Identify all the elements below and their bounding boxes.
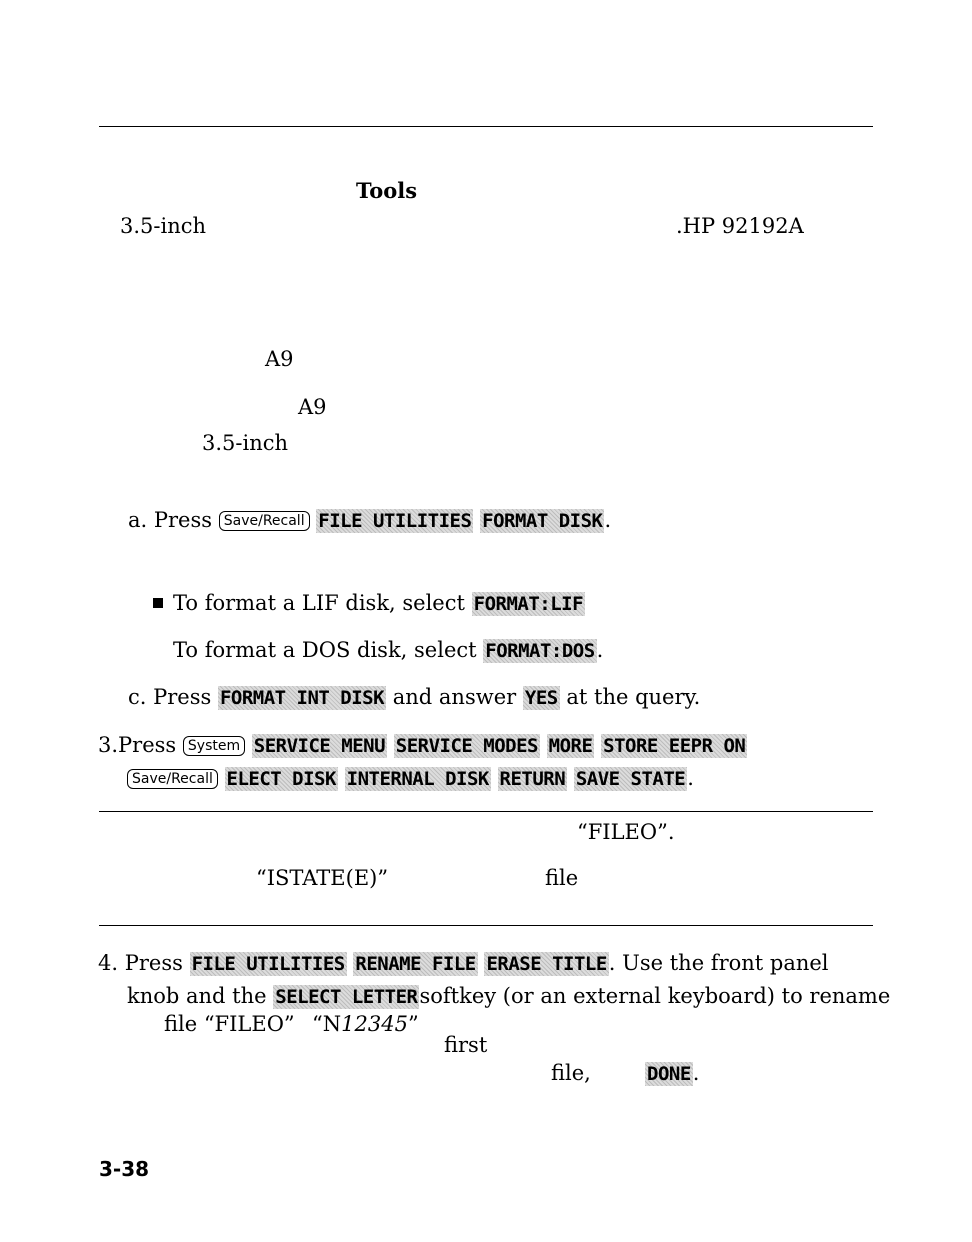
note-file: file bbox=[545, 866, 579, 890]
system-key[interactable]: System bbox=[183, 736, 245, 756]
step4-line3-close: ” bbox=[407, 1012, 419, 1036]
save-state-softkey[interactable]: SAVE STATE bbox=[575, 768, 686, 790]
note-rule-top bbox=[99, 811, 873, 812]
step4-press: Press bbox=[124, 951, 183, 975]
step4-line3-n: “N bbox=[312, 1012, 342, 1036]
step4-file: file, bbox=[551, 1061, 591, 1085]
heading-fragment: Tools bbox=[356, 178, 418, 203]
service-menu-softkey[interactable]: SERVICE MENU bbox=[253, 735, 386, 757]
save-recall-key[interactable]: Save/Recall bbox=[219, 511, 310, 531]
note-rule-bottom bbox=[99, 925, 873, 926]
lif-line bbox=[153, 592, 585, 616]
intro-text-a: 3.5-inch bbox=[120, 214, 207, 238]
select-disk-softkey[interactable]: ELECT DISK bbox=[226, 768, 336, 790]
fragment-a9-2: A9 bbox=[298, 395, 327, 419]
step-a-press: Press bbox=[153, 508, 213, 532]
lif-text: To format a LIF disk, select bbox=[173, 591, 465, 615]
select-letter-softkey[interactable]: SELECT LETTER bbox=[275, 986, 418, 1008]
step4-line3-num: 12345 bbox=[341, 1012, 408, 1036]
format-dos-softkey[interactable]: FORMAT:DOS bbox=[485, 640, 595, 662]
file-utilities-softkey-2[interactable]: FILE UTILITIES bbox=[191, 953, 345, 975]
step4-line2-post: softkey (or an external keyboard) to rename bbox=[419, 984, 891, 1008]
yes-softkey[interactable]: YES bbox=[524, 687, 558, 709]
step3-marker: 3. bbox=[98, 733, 119, 757]
step3-line1 bbox=[98, 734, 747, 758]
done-softkey[interactable]: DONE bbox=[647, 1063, 691, 1085]
step4-line1 bbox=[98, 952, 829, 976]
step-c-line bbox=[128, 686, 700, 710]
step4-line2-pre: knob and the bbox=[127, 984, 267, 1008]
step4-tail: . Use the front panel bbox=[608, 951, 829, 975]
step4-marker: 4. bbox=[98, 951, 119, 975]
more-softkey[interactable]: MORE bbox=[548, 735, 593, 757]
step4-done-line bbox=[645, 1062, 699, 1086]
dos-text: To format a DOS disk, select bbox=[173, 638, 477, 662]
intro-text-b: .HP 92192A bbox=[676, 214, 804, 238]
format-int-disk-softkey[interactable]: FORMAT INT DISK bbox=[219, 687, 385, 709]
note-istate: “ISTATE(E)” bbox=[256, 866, 389, 890]
step-c-mid: and answer bbox=[392, 685, 517, 709]
dos-line bbox=[173, 639, 603, 663]
bullet-icon bbox=[153, 598, 163, 608]
internal-disk-softkey[interactable]: INTERNAL DISK bbox=[346, 768, 489, 790]
format-lif-softkey[interactable]: FORMAT:LIF bbox=[473, 593, 584, 615]
service-modes-softkey[interactable]: SERVICE MODES bbox=[395, 735, 538, 757]
step3-press: Press bbox=[118, 733, 177, 757]
format-disk-softkey[interactable]: FORMAT DISK bbox=[482, 510, 603, 532]
save-recall-key-2[interactable]: Save/Recall bbox=[127, 769, 218, 789]
step-a-line bbox=[128, 509, 611, 533]
return-softkey[interactable]: RETURN bbox=[499, 768, 566, 790]
step-c-marker: c. bbox=[128, 685, 147, 709]
top-rule bbox=[99, 126, 873, 127]
step4-first: first bbox=[444, 1033, 488, 1057]
fragment-inch: 3.5-inch bbox=[202, 431, 289, 455]
dos-end: . bbox=[596, 638, 604, 662]
step-c-press: Press bbox=[153, 685, 212, 709]
note-file0: “FILEO”. bbox=[577, 820, 675, 844]
step3-end: . bbox=[687, 766, 694, 790]
step-a-end: . bbox=[604, 508, 612, 532]
file-utilities-softkey[interactable]: FILE UTILITIES bbox=[318, 510, 472, 532]
erase-title-softkey[interactable]: ERASE TITLE bbox=[486, 953, 607, 975]
fragment-a9-1: A9 bbox=[265, 347, 294, 371]
page-number: 3-38 bbox=[99, 1157, 150, 1181]
rename-file-softkey[interactable]: RENAME FILE bbox=[355, 953, 476, 975]
step4-line3a: file “FILEO” bbox=[164, 1012, 295, 1036]
step-c-end: at the query. bbox=[566, 685, 701, 709]
step4-line2 bbox=[127, 985, 890, 1009]
step-a-marker: a. bbox=[128, 508, 148, 532]
step3-line2 bbox=[127, 767, 694, 791]
step4-done-end: . bbox=[692, 1061, 700, 1085]
store-eepr-on-softkey[interactable]: STORE EEPR ON bbox=[603, 735, 746, 757]
step4-line3b bbox=[312, 1014, 419, 1035]
